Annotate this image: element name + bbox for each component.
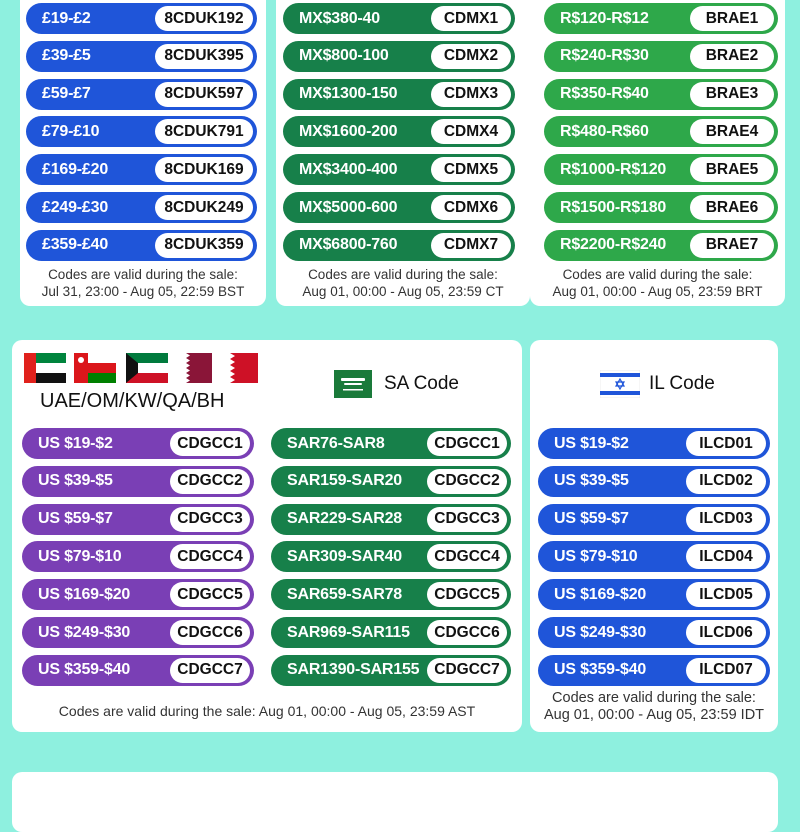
uk-price-range: £79-£10 [42,122,100,140]
uk-code-row [26,230,257,261]
mx-coupon-code[interactable]: CDMX1 [431,6,511,31]
gcc-code-row [22,579,254,610]
sa-code-row [271,466,511,497]
sa-coupon-code[interactable]: CDGCC4 [427,544,507,569]
uk-coupon-code[interactable]: 8CDUK597 [155,82,253,107]
br-coupon-code[interactable]: BRAE2 [690,44,774,69]
mx-coupon-code[interactable]: CDMX2 [431,44,511,69]
gcc-price-range: US $79-$10 [38,547,122,565]
br-price-range: R$1000-R$120 [560,160,667,178]
br-note-line2: Aug 01, 00:00 - Aug 05, 23:59 BRT [552,284,763,299]
sa-price-range: SAR969-SAR115 [287,623,410,641]
sa-code-row [271,428,511,459]
uk-coupon-code[interactable]: 8CDUK395 [155,44,253,69]
sa-code-row [271,655,511,686]
mx-price-range: MX$800-100 [299,47,389,65]
br-validity-note [530,266,785,300]
il-code-row [538,504,770,535]
gcc-price-range: US $39-$5 [38,472,113,490]
sa-price-range: SAR659-SAR78 [287,585,402,603]
mx-code-row [283,3,515,34]
uk-code-row [26,154,257,185]
mx-code-row [283,41,515,72]
mx-code-row [283,116,515,147]
il-price-range: US $79-$10 [554,547,638,565]
il-code-row [538,428,770,459]
gcc-price-range: US $19-$2 [38,434,113,452]
il-coupon-code[interactable]: ILCD05 [686,582,766,607]
sa-price-range: SAR1390-SAR155 [287,661,420,679]
br-code-row [544,41,778,72]
sa-coupon-code[interactable]: CDGCC5 [427,582,507,607]
gcc-coupon-code[interactable]: CDGCC2 [170,469,250,494]
mx-code-row [283,230,515,261]
uk-price-range: £39-£5 [42,47,91,65]
gcc-price-range: US $59-$7 [38,510,113,528]
br-price-range: R$120-R$12 [560,9,649,27]
br-note-line1: Codes are valid during the sale: [562,267,753,282]
sa-code-row [271,579,511,610]
br-coupon-code[interactable]: BRAE6 [690,195,774,220]
mx-price-range: MX$1600-200 [299,122,398,140]
mx-price-range: MX$5000-600 [299,198,398,216]
sa-coupon-code[interactable]: CDGCC2 [427,469,507,494]
gcc-coupon-code[interactable]: CDGCC3 [170,507,250,532]
uk-code-row [26,192,257,223]
qatar-flag-icon [176,353,212,383]
br-price-range: R$350-R$40 [560,85,649,103]
gcc-code-row [22,428,254,459]
il-validity-note [530,690,778,724]
il-coupon-code[interactable]: ILCD01 [686,431,766,456]
kuwait-flag-icon [126,353,168,383]
mx-coupon-code[interactable]: CDMX3 [431,82,511,107]
gcc-coupon-code[interactable]: CDGCC5 [170,582,250,607]
sa-coupon-code[interactable]: CDGCC3 [427,507,507,532]
br-coupon-code[interactable]: BRAE4 [690,119,774,144]
oman-flag-icon [74,353,116,383]
il-code-row [538,617,770,648]
il-coupon-code[interactable]: ILCD04 [686,544,766,569]
gcc-code-row [22,466,254,497]
mx-code-row [283,79,515,110]
gcc-price-range: US $359-$40 [38,661,131,679]
mx-code-row [283,154,515,185]
sa-price-range: SAR229-SAR28 [287,510,402,528]
br-coupon-code[interactable]: BRAE3 [690,82,774,107]
br-price-range: R$240-R$30 [560,47,649,65]
mx-coupon-code[interactable]: CDMX4 [431,119,511,144]
uk-code-row [26,41,257,72]
uk-coupon-code[interactable]: 8CDUK249 [155,195,253,220]
gcc-code-row [22,617,254,648]
il-coupon-code[interactable]: ILCD07 [686,658,766,683]
gcc-price-range: US $249-$30 [38,623,131,641]
sa-coupon-code[interactable]: CDGCC1 [427,431,507,456]
uk-price-range: £249-£30 [42,198,109,216]
uk-validity-note [20,266,266,300]
br-code-row [544,3,778,34]
mx-price-range: MX$380-40 [299,9,380,27]
uk-note-line1: Codes are valid during the sale: [48,267,238,282]
sa-coupon-code[interactable]: CDGCC7 [427,658,507,683]
uk-code-row [26,3,257,34]
br-price-range: R$480-R$60 [560,122,649,140]
gcc-coupon-code[interactable]: CDGCC6 [170,620,250,645]
sa-price-range: SAR309-SAR40 [287,547,402,565]
mx-coupon-code[interactable]: CDMX7 [431,233,511,258]
uk-price-range: £19-£2 [42,9,91,27]
mx-note-line1: Codes are valid during the sale: [308,267,498,282]
il-price-range: US $19-$2 [554,434,629,452]
gcc-coupon-code[interactable]: CDGCC4 [170,544,250,569]
gcc-coupon-code[interactable]: CDGCC7 [170,658,250,683]
uk-coupon-code[interactable]: 8CDUK169 [155,157,253,182]
il-coupon-code[interactable]: ILCD03 [686,507,766,532]
mx-coupon-code[interactable]: CDMX6 [431,195,511,220]
mx-price-range: MX$1300-150 [299,85,398,103]
bottom-card [12,772,778,832]
il-title: IL Code [649,373,715,394]
sa-code-row [271,617,511,648]
il-price-range: US $359-$40 [554,661,647,679]
il-code-row [538,466,770,497]
uk-code-row [26,79,257,110]
mx-validity-note [276,266,530,300]
il-price-range: US $39-$5 [554,472,629,490]
br-coupon-code[interactable]: BRAE7 [690,233,774,258]
uk-price-range: £359-£40 [42,236,109,254]
il-price-range: US $169-$20 [554,585,647,603]
gcc-coupon-code[interactable]: CDGCC1 [170,431,250,456]
mx-code-row [283,192,515,223]
uk-coupon-code[interactable]: 8CDUK791 [155,119,253,144]
mx-note-line2: Aug 01, 00:00 - Aug 05, 23:59 CT [302,284,504,299]
br-price-range: R$1500-R$180 [560,198,667,216]
gcc-validity-note: Codes are valid during the sale: Aug 01, 00:00 - Aug 05, 23:59 AST [58,703,476,719]
mx-coupon-code[interactable]: CDMX5 [431,157,511,182]
il-coupon-code[interactable]: ILCD02 [686,469,766,494]
br-price-range: R$2200-R$240 [560,236,667,254]
uae-flag-icon [24,353,66,383]
br-code-row [544,230,778,261]
br-code-row [544,79,778,110]
uk-note-line2: Jul 31, 23:00 - Aug 05, 22:59 BST [41,284,245,299]
gcc-price-range: US $169-$20 [38,585,131,603]
il-coupon-code[interactable]: ILCD06 [686,620,766,645]
sa-code-row [271,504,511,535]
il-code-row [538,655,770,686]
uk-price-range: £169-£20 [42,160,109,178]
gcc-code-row [22,655,254,686]
sa-code-row [271,541,511,572]
br-code-row [544,192,778,223]
br-code-row [544,154,778,185]
br-code-row [544,116,778,147]
br-coupon-code[interactable]: BRAE1 [690,6,774,31]
il-code-row [538,579,770,610]
uk-coupon-code[interactable]: 8CDUK192 [155,6,253,31]
sa-coupon-code[interactable]: CDGCC6 [427,620,507,645]
gcc-code-row [22,504,254,535]
mx-price-range: MX$6800-760 [299,236,398,254]
il-note-line1: Codes are valid during the sale: [552,690,756,706]
sa-price-range: SAR159-SAR20 [287,472,402,490]
uk-price-range: £59-£7 [42,85,91,103]
il-price-range: US $59-$7 [554,510,629,528]
il-price-range: US $249-$30 [554,623,647,641]
uk-code-row [26,116,257,147]
sa-price-range: SAR76-SAR8 [287,434,385,452]
il-note-line2: Aug 01, 00:00 - Aug 05, 23:59 IDT [543,707,765,723]
bahrain-flag-icon [222,353,258,383]
br-coupon-code[interactable]: BRAE5 [690,157,774,182]
uk-coupon-code[interactable]: 8CDUK359 [155,233,253,258]
mx-price-range: MX$3400-400 [299,160,398,178]
gcc-code-row [22,541,254,572]
gcc-title: UAE/OM/KW/QA/BH [40,390,225,412]
sa-title: SA Code [384,373,459,394]
israel-flag-icon [600,370,640,398]
saudi-flag-icon [334,370,372,398]
il-code-row [538,541,770,572]
